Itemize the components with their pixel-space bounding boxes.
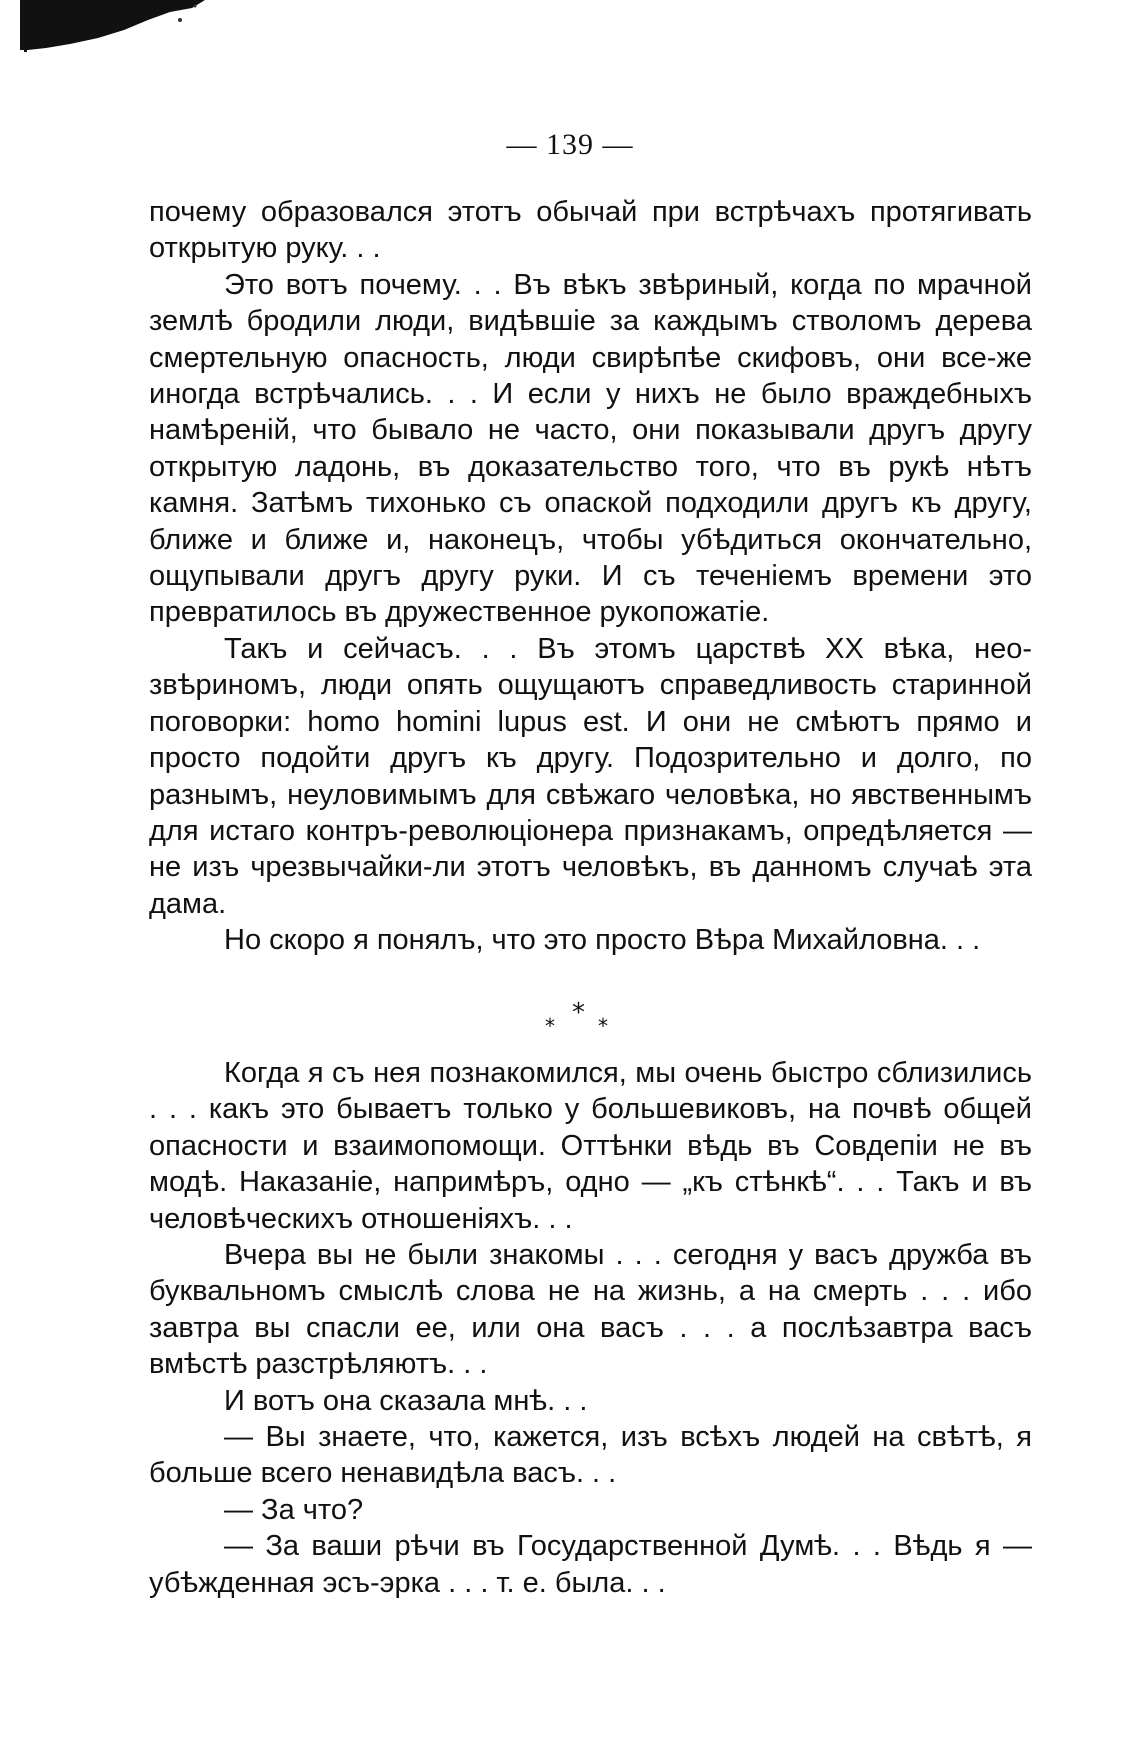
paragraph: Когда я съ нея познакомился, мы очень быстро сблизились . . . какъ это бываетъ только у большевиковъ, на почвѣ общей опасности и взаимопомощи. Оттѣнки вѣдь въ Совдепіи не въ модѣ. Наказаніе, напримѣръ, одно — „къ стѣнкѣ“. . . Такъ и въ человѣческихъ отношеніяхъ. . . bbox=[149, 1057, 1032, 1235]
asterisk-right: * bbox=[598, 1014, 608, 1038]
paragraph: Но скоро я понялъ, что это просто Вѣра Михайловна. . . bbox=[224, 924, 981, 957]
asterism-separator bbox=[540, 998, 620, 1038]
text-section-2 bbox=[149, 1055, 1032, 1601]
asterisk-left: * bbox=[545, 1014, 555, 1038]
asterisk-top: * bbox=[572, 998, 585, 1028]
paragraph: — За что? bbox=[224, 1493, 364, 1526]
paragraph: почему образовался этотъ обычай при встрѣчахъ протягивать открытую руку. . . bbox=[149, 196, 1032, 265]
paragraph: Вчера вы не были знакомы . . . сегодня у васъ дружба въ буквальномъ смыслѣ слова не на жизнь, а на смерть . . . ибо завтра вы спасли ее, или она васъ . . . а послѣзавтра васъ вмѣстѣ разстрѣляютъ. . . bbox=[149, 1239, 1032, 1381]
paragraph: И вотъ она сказала мнѣ. . . bbox=[224, 1384, 588, 1417]
paragraph: Такъ и сейчасъ. . . Въ этомъ царствѣ XX вѣка, нео-звѣриномъ, люди опять ощущаютъ справедливость старинной поговорки: homo homini lupus est. И они не смѣютъ прямо и просто подойти другъ къ другу. Подозрительно и долго, по разнымъ, неуловимымъ для свѣжаго человѣка, но явственнымъ для истаго контръ-революціонера признакамъ, опредѣляется — не изъ чрезвычайки-ли этотъ человѣкъ, въ данномъ случаѣ эта дама. bbox=[149, 632, 1032, 920]
page-number: — 139 — bbox=[506, 128, 634, 161]
paragraph: — Вы знаете, что, кажется, изъ всѣхъ людей на свѣтѣ, я больше всего ненавидѣла васъ. . . bbox=[149, 1421, 1032, 1490]
scan-corner-mark bbox=[20, 0, 205, 52]
paragraph: — За ваши рѣчи въ Государственной Думѣ. . . Вѣдь я — убѣжденная эсъ-эрка . . . т. е. была. . . bbox=[149, 1530, 1032, 1599]
paragraph: Это вотъ почему. . . Въ вѣкъ звѣриный, когда по мрачной землѣ бродили люди, видѣвшіе за каждымъ стволомъ дерева смертельную опасность, люди свирѣпѣе скифовъ, они все-же иногда встрѣчались. . . И если у нихъ не было враждебныхъ намѣреній, что бывало не часто, они показывали другъ другу открытую ладонь, въ доказательство того, что въ рукѣ нѣтъ камня. Затѣмъ тихонько съ опаской подходили другъ къ другу, ближе и ближе и, наконецъ, чтобы убѣдиться окончательно, ощупывали другъ другу руки. И съ теченіемъ времени это превратилось въ дружественное рукопожатіе. bbox=[149, 268, 1032, 629]
text-section-1 bbox=[149, 194, 1032, 959]
